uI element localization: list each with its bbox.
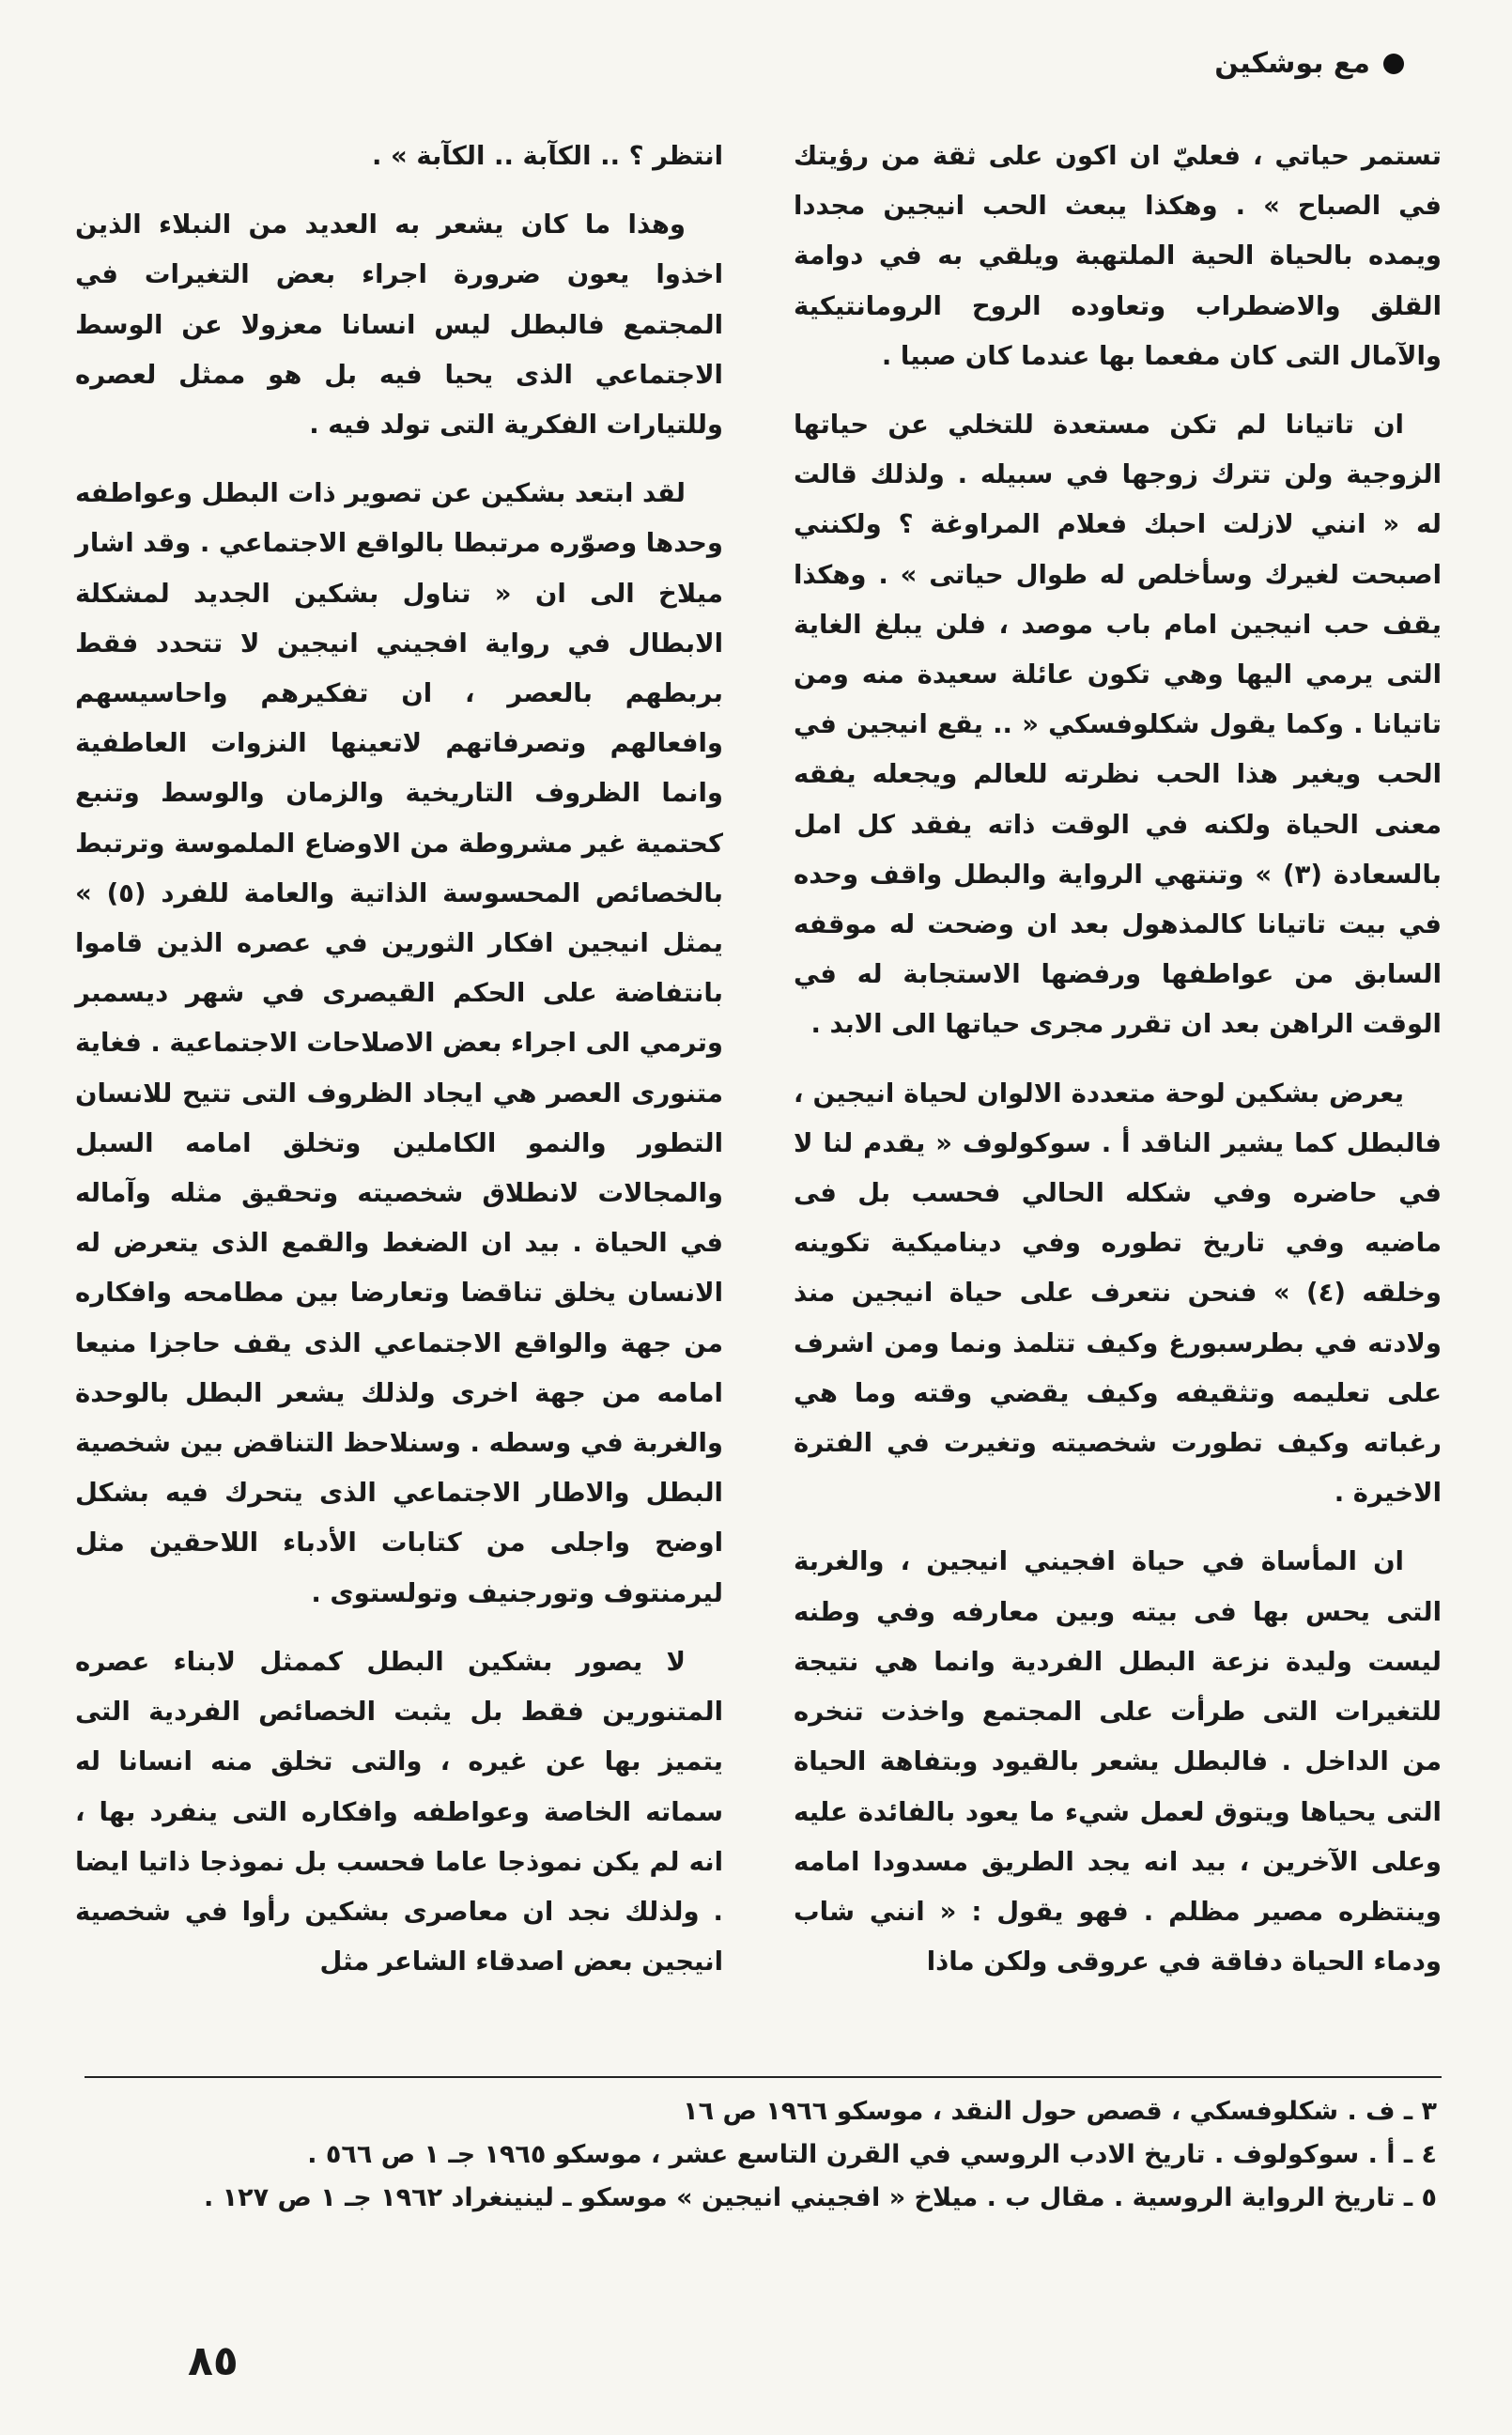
footnotes	[70, 2090, 1437, 2220]
page-number: ٨٥	[188, 2337, 239, 2385]
paragraph: تستمر حياتي ، فعليّ ان اكون على ثقة من رؤيتك في الصباح » . وهكذا يبعث الحب انيجين مجددا ويمده بالحياة الحية الملتهبة ويلقي به في دوامة القلق والاضطراب وتعاوده الروح الرومانتيكية والآمال التى كان مفعما بها عندما كان صبيا .	[794, 141, 1442, 371]
footnote: ٥ ـ تاريخ الرواية الروسية . مقال ب . ميلاخ « افجيني انيجين » موسكو ـ لينينغراد ١٩٦٢ جـ ١ ص ١٢٧ .	[203, 2183, 1437, 2212]
running-header-title: مع بوشكين	[1214, 47, 1370, 80]
paragraph: وهذا ما كان يشعر به العديد من النبلاء الذين اخذوا يعون ضرورة اجراء بعض التغيرات في المجتمع فالبطل ليس انسانا معزولا عن الوسط الاجتماعي الذى يحيا فيه بل هو ممثل لعصره وللتيارات الفكرية التى تولد فيه .	[75, 209, 723, 441]
running-header	[1214, 47, 1404, 80]
paragraph: يعرض بشكين لوحة متعددة الالوان لحياة انيجين ، فالبطل كما يشير الناقد أ . سوكولوف « يقدم لنا لا في حاضره وفي شكله الحالي فحسب بل فى ماضيه وفي تاريخ تطوره وفي ديناميكية تكوينه وخلقه (٤) » فنحن نتعرف على حياة انيجين منذ ولادته في بطرسبورغ وكيف تتلمذ ونما ومن اشرف على تعليمه وتثقيفه وكيف يقضي وقته وما هي رغباته وكيف تطورت شخصيته وتغيرت في الفترة الاخيرة .	[794, 1078, 1442, 1509]
footnote: ٤ ـ أ . سوكولوف . تاريخ الادب الروسي في القرن التاسع عشر ، موسكو ١٩٦٥ جـ ١ ص ٥٦٦ .	[307, 2140, 1437, 2169]
footnote-divider	[85, 2076, 1442, 2078]
paragraph: ان المأساة في حياة افجيني انيجين ، والغربة التى يحس بها فى بيته وبين معارفه وفي وطنه ليست وليدة نزعة البطل الفردية وانما هي نتيجة للتغيرات التى طرأت على المجتمع واخذت تنخره من الداخل . فالبطل يشعر بالقيود وبتفاهة الحياة التى يحياها ويتوق لعمل شيء ما يعود بالفائدة عليه وعلى الآخرين ، بيد انه يجد الطريق مسدودا امامه وينتظره مصير مظلم . فهو يقول : « انني شاب ودماء الحياة دفاقة في عروقى ولكن ماذا	[794, 1546, 1442, 1977]
paragraph: ان تاتيانا لم تكن مستعدة للتخلي عن حياتها الزوجية ولن تترك زوجها في سبيله . ولذلك قالت له « انني لازلت احبك فعلام المراوغة ؟ ولكنني اصبحت لغيرك وسأخلص له طوال حياتى » . وهكذا يقف حب انيجين امام باب موصد ، فلن يبلغ الغاية التى يرمي اليها وهي تكون عائلة سعيدة منه ومن تاتيانا . وكما يقول شكلوفسكي « .. يقع انيجين في الحب ويغير هذا الحب نظرته للعالم ويجعله يفقه معنى الحياة ولكنه في الوقت ذاته يفقد كل امل بالسعادة (٣) » وتنتهي الرواية والبطل واقف وحده في بيت تاتيانا كالمذهول بعد ان وضحت له موقفه السابق من عواطفها ورفضها الاستجابة له في الوقت الراهن بعد ان تقرر مجرى حياتها الى الابد .	[794, 410, 1442, 1040]
bullet-icon	[1383, 54, 1404, 74]
right-column	[794, 132, 1442, 2006]
paragraph: لا يصور بشكين البطل كممثل لابناء عصره المتنورين فقط بل يثبت الخصائص الفردية التى يتميز بها عن غيره ، والتى تخلق منه انسانا له سماته الخاصة وعواطفه وافكاره التى ينفرد بها ، انه لم يكن نموذجا عاما فحسب بل نموذجا ذاتيا ايضا . ولذلك نجد ان معاصرى بشكين رأوا في شخصية انيجين بعض اصدقاء الشاعر مثل	[75, 1646, 723, 1977]
paragraph: انتظر ؟ .. الكآبة .. الكآبة » .	[372, 141, 723, 171]
footnote: ٣ ـ ف . شكلوفسكي ، قصص حول النقد ، موسكو ١٩٦٦ ص ١٦	[683, 2097, 1437, 2126]
paragraph: لقد ابتعد بشكين عن تصوير ذات البطل وعواطفه وحدها وصوّره مرتبطا بالواقع الاجتماعي . وقد اشار ميلاخ الى ان « تناول بشكين الجديد لمشكلة الابطال في رواية افجيني انيجين لا تتحدد فقط بربطهم بالعصر ، ان تفكيرهم واحاسيسهم وافعالهم وتصرفاتهم لاتعينها النزوات العاطفية وانما الظروف التاريخية والزمان والوسط وتنبع كحتمية غير مشروطة من الاوضاع الملموسة وترتبط بالخصائص المحسوسة الذاتية والعامة للفرد (٥) » يمثل انيجين افكار الثورين في عصره الذين قاموا بانتفاضة على الحكم القيصرى في شهر ديسمبر وترمي الى اجراء بعض الاصلاحات الاجتماعية . فغاية متنورى العصر هي ايجاد الظروف التى تتيح للانسان التطور والنمو الكاملين وتخلق امامه السبل والمجالات لانطلاق شخصيته وتحقيق مثله وآماله في الحياة . بيد ان الضغط والقمع الذى يتعرض له الانسان يخلق تناقضا وتعارضا بين مطامحه وافكاره من جهة والواقع الاجتماعي الذى يقف حاجزا منيعا امامه من جهة اخرى ولذلك يشعر البطل بالوحدة والغربة في وسطه . وسنلاحظ التناقض بين شخصية البطل والاطار الاجتماعي الذى يتحرك فيه بشكل اوضح واجلى من كتابات الأدباء اللاحقين مثل ليرمنتوف وتورجنيف وتولستوى .	[74, 478, 723, 1608]
left-column	[75, 132, 723, 2006]
